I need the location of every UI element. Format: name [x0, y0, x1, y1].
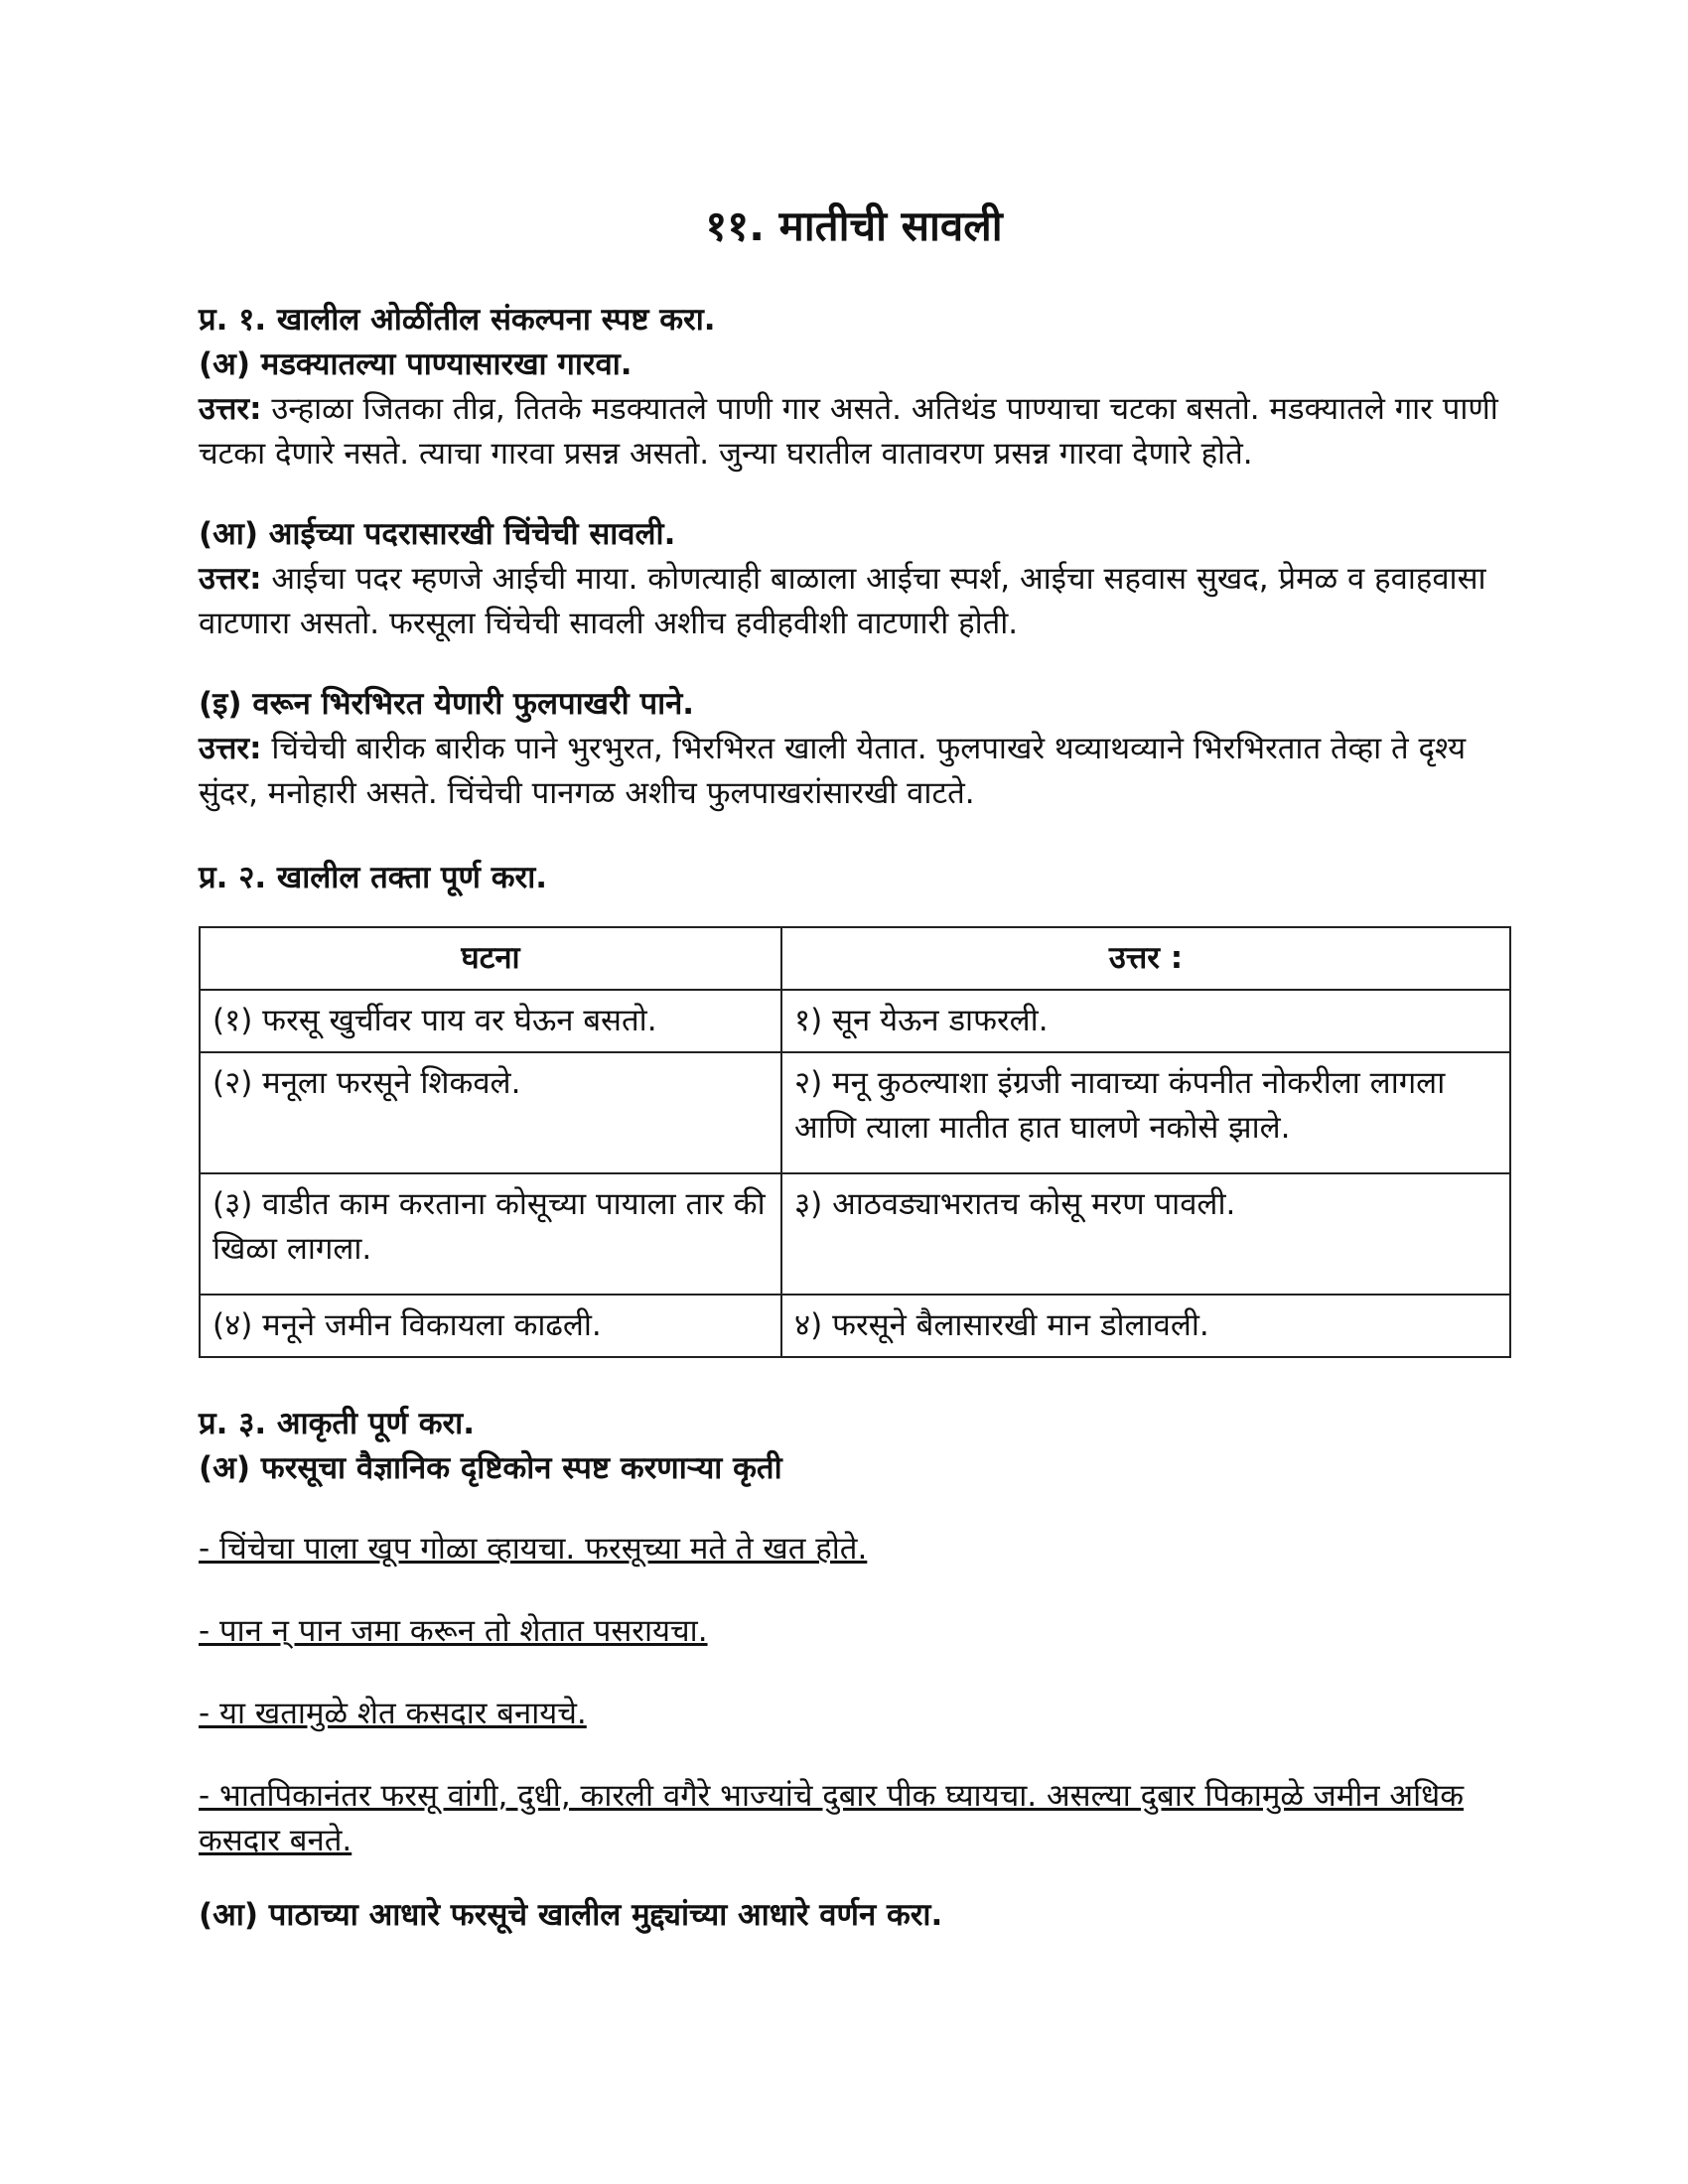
- answer-label: उत्तर:: [199, 561, 262, 597]
- table-cell: (३) वाडीत काम करताना कोसूच्या पायाला तार की खिळा लागला.: [200, 1173, 781, 1295]
- table-cell: (१) फरसू खुर्चीवर पाय वर घेऊन बसतो.: [200, 990, 781, 1052]
- table-row: [200, 1173, 1510, 1295]
- question-2: [199, 856, 1509, 1358]
- table-row: [200, 990, 1510, 1052]
- table-row: [200, 1052, 1510, 1173]
- events-table: [199, 926, 1511, 1358]
- question-2-heading: प्र. २. खालील तक्ता पूर्ण करा.: [199, 860, 548, 895]
- question-1: [199, 298, 1509, 816]
- question-3: [199, 1402, 1509, 1938]
- table-cell: ४) फरसूने बैलासारखी मान डोलावली.: [781, 1295, 1510, 1357]
- question-1b: [199, 512, 1509, 646]
- question-1a-label: (अ) मडक्यातल्या पाण्यासारखा गारवा.: [199, 346, 633, 382]
- answer-text: चिंचेची बारीक बारीक पाने भुरभुरत, भिरभिरत खाली येतात. फुलपाखरे थव्याथव्याने भिरभिरतात तेव्हा ते दृश्य सुंदर, मनोहारी असते. चिंचेची पानगळ अशीच फुलपाखरांसारखी वाटते.: [199, 731, 1467, 811]
- question-1b-answer: [199, 557, 1509, 646]
- table-header-answer: उत्तर :: [781, 927, 1510, 990]
- list-item: - भातपिकानंतर फरसू वांगी, दुधी, कारली वगैरे भाज्यांचे दुबार पीक घ्यायचा. असल्या दुबार पिकामुळे जमीन अधिक कसदार बनते.: [199, 1778, 1465, 1858]
- question-3a-points: [199, 1527, 1509, 1863]
- question-1c: [199, 682, 1509, 816]
- list-item: - चिंचेचा पाला खूप गोळा व्हायचा. फरसूच्या मते ते खत होते.: [199, 1531, 868, 1567]
- table-cell: (४) मनूने जमीन विकायला काढली.: [200, 1295, 781, 1357]
- question-1c-answer: [199, 727, 1509, 816]
- table-cell: १) सून येऊन डाफरली.: [781, 990, 1510, 1052]
- answer-text: उन्हाळा जितका तीव्र, तितके मडक्यातले पाणी गार असते. अतिथंड पाण्याचा चटका बसतो. मडक्यातले गार पाणी चटका देणारे नसते. त्याचा गारवा प्रसन्न असतो. जुन्या घरातील वातावरण प्रसन्न गारवा देणारे होते.: [199, 391, 1498, 472]
- answer-label: उत्तर:: [199, 391, 262, 427]
- table-header-row: [200, 927, 1510, 990]
- question-1-heading: प्र. १. खालील ओळींतील संकल्पना स्पष्ट करा.: [199, 302, 716, 338]
- table-row: [200, 1295, 1510, 1357]
- table-cell: २) मनू कुठल्याशा इंग्रजी नावाच्या कंपनीत नोकरीला लागला आणि त्याला मातीत हात घालणे नकोसे झाले.: [781, 1052, 1510, 1173]
- list-item: - पान न् पान जमा करून तो शेतात पसरायचा.: [199, 1613, 708, 1649]
- page-title: ११. मातीची सावली: [705, 202, 1003, 250]
- list-item: - या खतामुळे शेत कसदार बनायचे.: [199, 1696, 587, 1731]
- question-3a-label: (अ) फरसूचा वैज्ञानिक दृष्टिकोन स्पष्ट करणाऱ्या कृती: [199, 1450, 782, 1486]
- question-1c-label: (इ) वरून भिरभिरत येणारी फुलपाखरी पाने.: [199, 686, 695, 722]
- question-1b-label: (आ) आईच्या पदरासारखी चिंचेची सावली.: [199, 516, 676, 552]
- table-cell: ३) आठवड्याभरातच कोसू मरण पावली.: [781, 1173, 1510, 1295]
- table-cell: (२) मनूला फरसूने शिकवले.: [200, 1052, 781, 1173]
- question-1a-answer: [199, 387, 1509, 477]
- answer-text: आईचा पदर म्हणजे आईची माया. कोणत्याही बाळाला आईचा स्पर्श, आईचा सहवास सुखद, प्रेमळ व हवाहवासा वाटणारा असतो. फरसूला चिंचेची सावली अशीच हवीहवीशी वाटणारी होती.: [199, 561, 1486, 641]
- question-3b-label: (आ) पाठाच्या आधारे फरसूचे खालील मुद्द्यांच्या आधारे वर्णन करा.: [199, 1897, 943, 1933]
- document-content: [199, 189, 1509, 1938]
- table-header-event: घटना: [200, 927, 781, 990]
- question-1a: [199, 342, 1509, 477]
- answer-label: उत्तर:: [199, 731, 262, 766]
- question-3-heading: प्र. ३. आकृती पूर्ण करा.: [199, 1406, 475, 1441]
